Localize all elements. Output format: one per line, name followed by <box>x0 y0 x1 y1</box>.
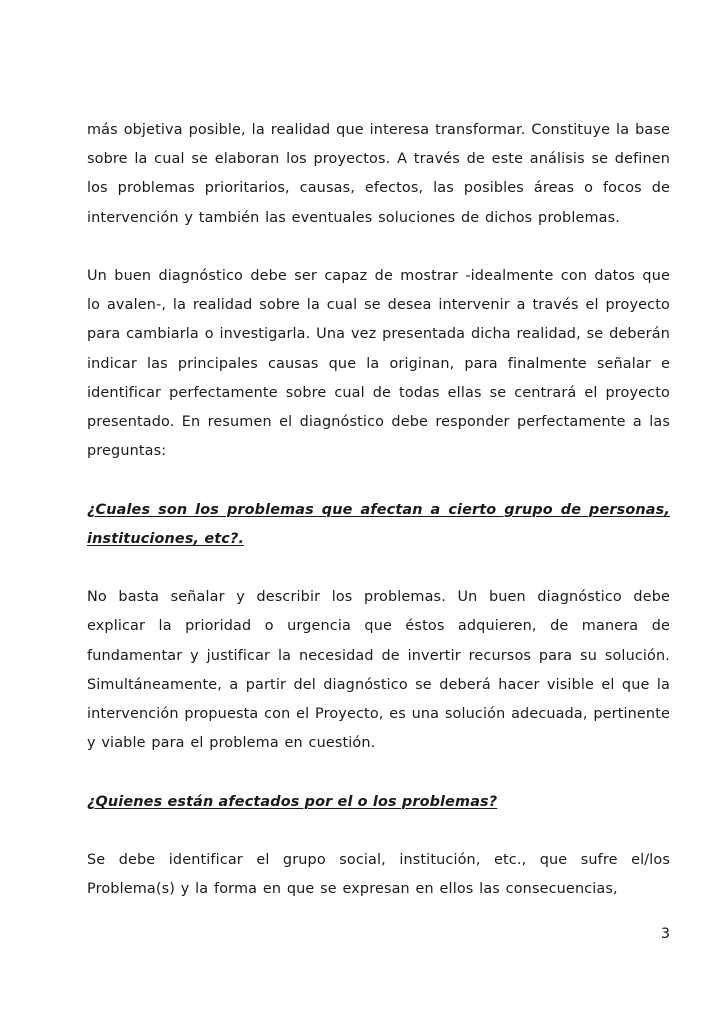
paragraph-identify-group: Se debe identificar el grupo social, institución, etc., que sufre el/los Problema(s) y la forma en que se expresan en ellos las consecuencias, <box>87 852 670 898</box>
question-heading-affected: ¿Quienes están afectados por el o los problemas? <box>87 793 498 810</box>
paragraph-good-diagnosis: Un buen diagnóstico debe ser capaz de mostrar -idealmente con datos que lo avalen-, la realidad sobre la cual se desea intervenir a través el proyecto para cambiarla o investigarla. Una vez presentada dicha realidad, se deberán indicar las principales causas que la originan, para finalmente señalar e identificar perfectamente sobre cual de todas ellas se centrará el proyecto presentado. En resumen el diagnóstico debe responder perfectamente a las preguntas: <box>87 268 670 460</box>
question-heading-problems: ¿Cuales son los problemas que afectan a cierto grupo de personas, instituciones, etc?. <box>87 501 670 547</box>
paragraph-diagnosis-definition: más objetiva posible, la realidad que interesa transformar. Constituye la base sobre la cual se elaboran los proyectos. A través de este análisis se definen los problemas prioritarios, causas, efectos, las posibles áreas o focos de intervención y también las eventuales soluciones de dichos problemas. <box>87 122 670 226</box>
paragraph-priority-urgency: No basta señalar y describir los problemas. Un buen diagnóstico debe explicar la prioridad o urgencia que éstos adquieren, de manera de fundamentar y justificar la necesidad de invertir recursos para su solución. Simultáneamente, a partir del diagnóstico se deberá hacer visible el que la intervención propuesta con el Proyecto, es una solución adecuada, pertinente y viable para el problema en cuestión. <box>87 589 670 752</box>
document-page <box>87 116 670 934</box>
page-number: 3 <box>660 926 670 942</box>
